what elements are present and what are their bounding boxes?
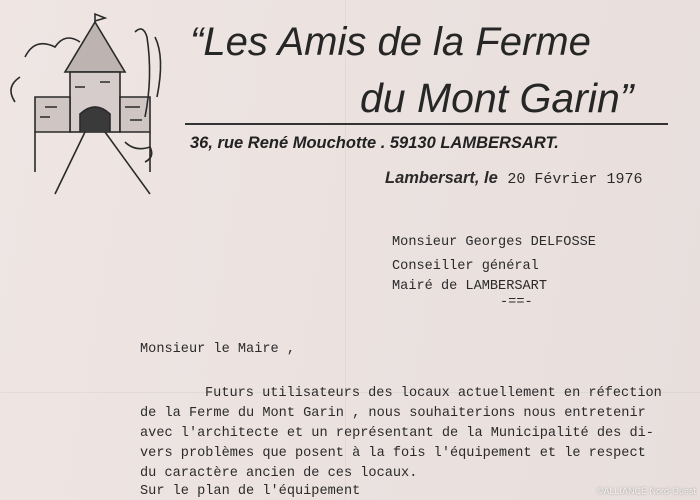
watermark: ©ALLIANCE Nord-Ouest bbox=[596, 486, 696, 496]
body-line: du caractère ancien de ces locaux. bbox=[140, 466, 418, 481]
body-line: Futurs utilisateurs des locaux actuellement en réfection bbox=[205, 386, 662, 401]
body-line: vers problèmes que posent à la fois l'équipement et le respect bbox=[140, 446, 646, 461]
recipient-name: Monsieur Georges DELFOSSE bbox=[392, 235, 596, 250]
date-value: 20 Février 1976 bbox=[507, 171, 643, 188]
recipient-title2: Mairé de LAMBERSART bbox=[392, 279, 547, 294]
dateline bbox=[385, 169, 642, 188]
body-line: de la Ferme du Mont Garin , nous souhaiterions nous entretenir bbox=[140, 406, 646, 421]
paper-fold-vertical bbox=[345, 0, 346, 500]
salutation: Monsieur le Maire , bbox=[140, 342, 295, 357]
body-line: avec l'architecte et un représentant de la Municipalité des di- bbox=[140, 426, 654, 441]
body-line: Sur le plan de l'équipement bbox=[140, 484, 361, 499]
recipient-separator: -==- bbox=[500, 295, 533, 310]
org-name-line1: “Les Amis de la Ferme bbox=[190, 20, 591, 64]
letterhead-rule bbox=[185, 123, 668, 125]
castle-logo-icon bbox=[5, 12, 185, 197]
org-address: 36, rue René Mouchotte . 59130 LAMBERSART. bbox=[190, 134, 559, 152]
org-name-line2: du Mont Garin” bbox=[360, 75, 634, 121]
date-place: Lambersart, le bbox=[385, 169, 498, 187]
recipient-title1: Conseiller général bbox=[392, 259, 539, 274]
